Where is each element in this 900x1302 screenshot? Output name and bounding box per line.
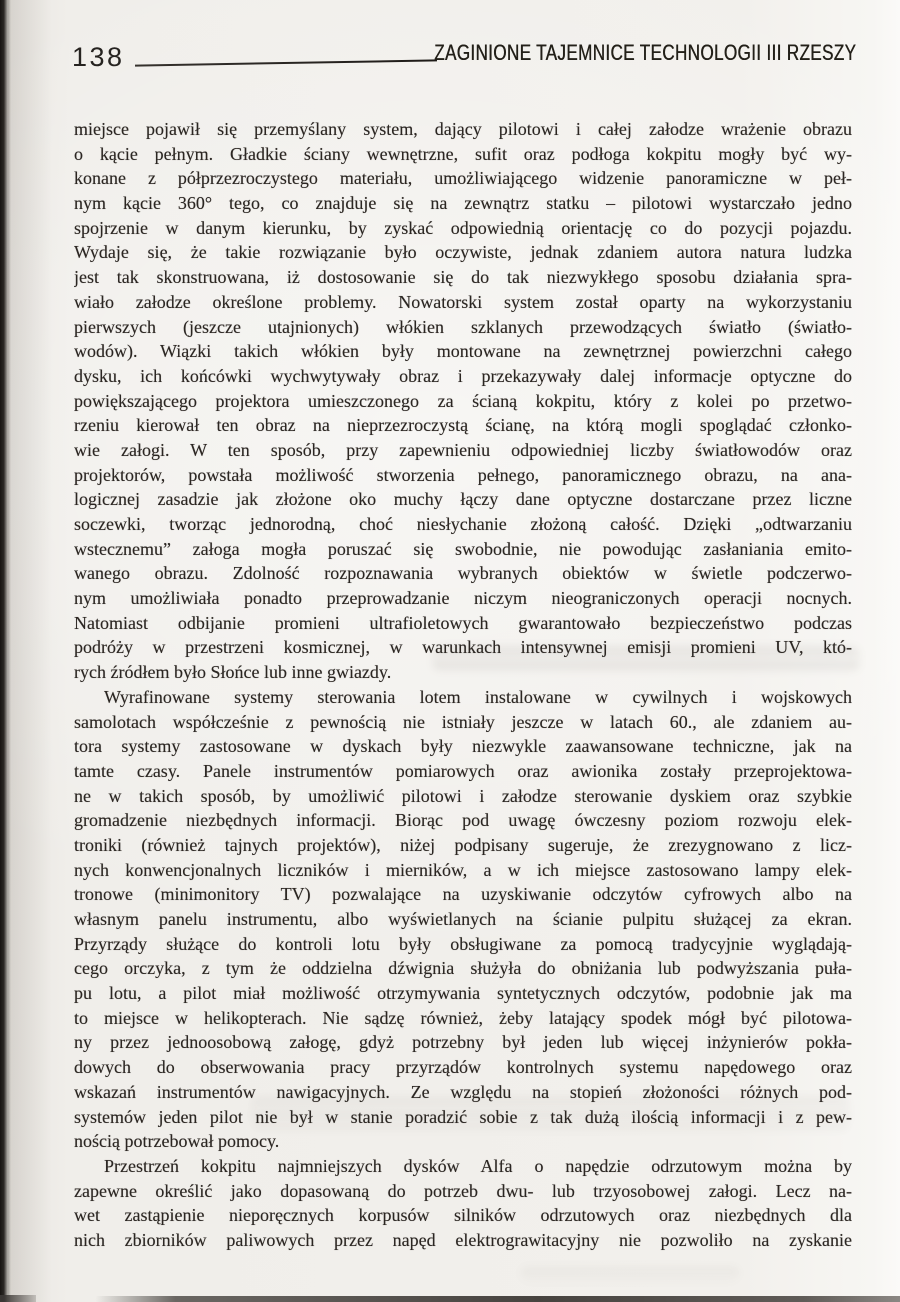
text-line: rzeniu kierował ten obraz na nieprzezroczystą ścianę, na którą mogli spoglądać członko- — [74, 415, 852, 436]
text-line: ne w takich sposób, by umożliwić pilotowi i załodze sterowanie dyskiem oraz szybkie — [74, 785, 852, 806]
text-line: wstecznemu” załoga mogła poruszać się swobodnie, nie powodując zasłaniania emito- — [74, 538, 852, 559]
text-line: miejsce pojawił się przemyślany system, dający pilotowi i całej załodze wrażenie obrazu — [74, 119, 852, 139]
text-line: nością potrzebował pomocy. — [74, 1131, 280, 1152]
text-line: wie załogi. W ten sposób, przy zapewnieniu odpowiedniej liczby światłowodów oraz — [74, 439, 852, 460]
text-line: soczewki, tworząc jednorodną, choć niesłychanie złożoną całość. Dzięki „odtwarzaniu — [74, 514, 852, 534]
text-line: własnym panelu instrumentu, albo wyświetlanych na ścianie pulpitu służącej za ekran. — [74, 909, 852, 929]
text-line: pu lotu, a pilot miał możliwość otrzymywania syntetycznych odczytów, podobnie jak ma — [74, 983, 852, 1004]
text-line: wet zastąpienie nieporęcznych korpusów silników odrzutowych oraz niezbędnych dla — [74, 1205, 852, 1226]
text-line: nym kącie 360° tego, co znajduje się na zewnątrz statku – pilotowi wystarczało jedno — [74, 193, 852, 214]
text-line: o kącie pełnym. Gładkie ściany wewnętrzne, sufit oraz podłoga kokpitu mogły być wy- — [74, 143, 852, 164]
text-line: wanego obrazu. Zdolność rozpoznawania wybranych obiektów w świetle podczerwo- — [74, 563, 852, 584]
scan-bottom-edge-shadow — [95, 1296, 900, 1302]
text-line: Przyrządy służące do kontroli lotu były obsługiwane za pomocą tradycyjnie wyglądają- — [74, 933, 852, 954]
text-line: nich zbiorników paliwowych przez napęd elektrograwitacyjny nie pozwoliło na zyskanie — [74, 1229, 852, 1250]
text-line: dowych do obserwowania pracy przyrządów kontrolnych systemu napędowego oraz — [74, 1057, 852, 1078]
text-line: Wyrafinowane systemy sterowania lotem instalowane w cywilnych i wojskowych — [104, 686, 852, 707]
text-line: wskazań instrumentów nawigacyjnych. Ze względu na stopień złożoności różnych pod- — [74, 1081, 852, 1102]
ink-bleed-through-smudge — [520, 1266, 740, 1282]
text-line: podróży w przestrzeni kosmicznej, w warunkach intensywnej emisji promieni UV, któ- — [74, 637, 852, 658]
text-line: zapewne określić jako dopasowaną do potrzeb dwu- lub trzyosobowej załogi. Lecz na- — [74, 1180, 852, 1201]
text-line: wodów). Wiązki takich włókien były montowane na zewnętrznej powierzchni całego — [74, 341, 852, 362]
text-line: cego orczyka, z tym że oddzielna dźwignia służyła do obniżania lub podwyższania puła- — [74, 958, 852, 979]
text-line: dysku, ich końcówki wychwytywały obraz i przekazywały dalej informacje optyczne do — [74, 365, 852, 386]
text-line: systemów jeden pilot nie był w stanie poradzić sobie z tak dużą ilością informacji i z pew- — [74, 1106, 852, 1127]
text-line: rych źródłem było Słońce lub inne gwiazdy. — [74, 662, 392, 683]
text-line: projektorów, powstała możliwość stworzenia pełnego, panoramicznego obrazu, na ana- — [74, 464, 852, 485]
text-line: powiększającego projektora umieszczonego za ścianą kokpitu, który z kolei po przetwo- — [74, 390, 852, 411]
text-line: to miejsce w helikopterach. Nie sądzę również, żeby latający spodek mógł być pilotowa- — [74, 1007, 852, 1028]
text-line: tronowe (minimonitory TV) pozwalające na uzyskiwanie odczytów cyfrowych albo na — [74, 884, 852, 905]
text-line: samolotach współcześnie z pewnością nie istniały jeszcze w latach 60., ale zdaniem au- — [74, 711, 852, 732]
running-title: ZAGINIONE TAJEMNICE TECHNOLOGII III RZESZY — [433, 40, 856, 65]
text-line: konane z półprzezroczystego materiału, umożliwiającego widzenie panoramiczne w peł- — [74, 168, 852, 189]
scan-bottom-corner-mark — [0, 1295, 36, 1302]
text-line: ny przez jednoosobową załogę, gdyż potrzebny był jeden lub więcej inżynierów pokła- — [74, 1032, 852, 1053]
text-line: wiało załodze określone problemy. Nowatorski system został oparty na wykorzystaniu — [74, 291, 852, 312]
text-line: gromadzenie niezbędnych informacji. Biorąc pod uwagę ówczesny poziom rozwoju elek- — [74, 810, 852, 831]
text-line: Przestrzeń kokpitu najmniejszych dysków Alfa o napędzie odrzutowym można by — [104, 1155, 852, 1176]
text-line: tamte czasy. Panele instrumentów pomiarowych oraz awionika zostały przeprojektowa- — [74, 760, 852, 781]
page-body — [74, 117, 852, 1253]
text-line: logicznej zasadzie jak złożone oko muchy łączy dane optyczne dostarczane przez liczne — [74, 489, 852, 510]
text-line: Natomiast odbijanie promieni ultrafioletowych gwarantowało bezpieczeństwo podczas — [74, 612, 852, 633]
text-line: nym umożliwiała ponadto przeprowadzanie niczym nieograniczonych operacji nocnych. — [74, 588, 852, 609]
scan-left-soft-shadow — [8, 0, 60, 1302]
text-line: tora systemy zastosowane w dyskach były niezwykle zaawansowane techniczne, jak na — [74, 736, 852, 757]
text-line: troniki (również tajnych projektów), niżej podpisany sugeruje, że zrezygnowano z licz- — [74, 834, 852, 855]
header-rule — [135, 59, 437, 66]
text-line: spojrzenie w danym kierunku, by zyskać odpowiednią orientację co do pozycji pojazdu. — [74, 217, 852, 238]
text-line: nych konwencjonalnych liczników i mierników, a w ich miejsce zastosowano lampy elek- — [74, 859, 852, 880]
text-line: jest tak skonstruowana, iż dostosowanie się do tak niezwykłego sposobu działania spra- — [74, 267, 852, 288]
page-number: 138 — [72, 42, 125, 72]
text-line: pierwszych (jeszcze utajnionych) włókien szklanych przewodzących światło (światło- — [74, 316, 852, 337]
text-line: Wydaje się, że takie rozwiązanie było oczywiste, jednak zdaniem autora natura ludzka — [74, 242, 852, 263]
